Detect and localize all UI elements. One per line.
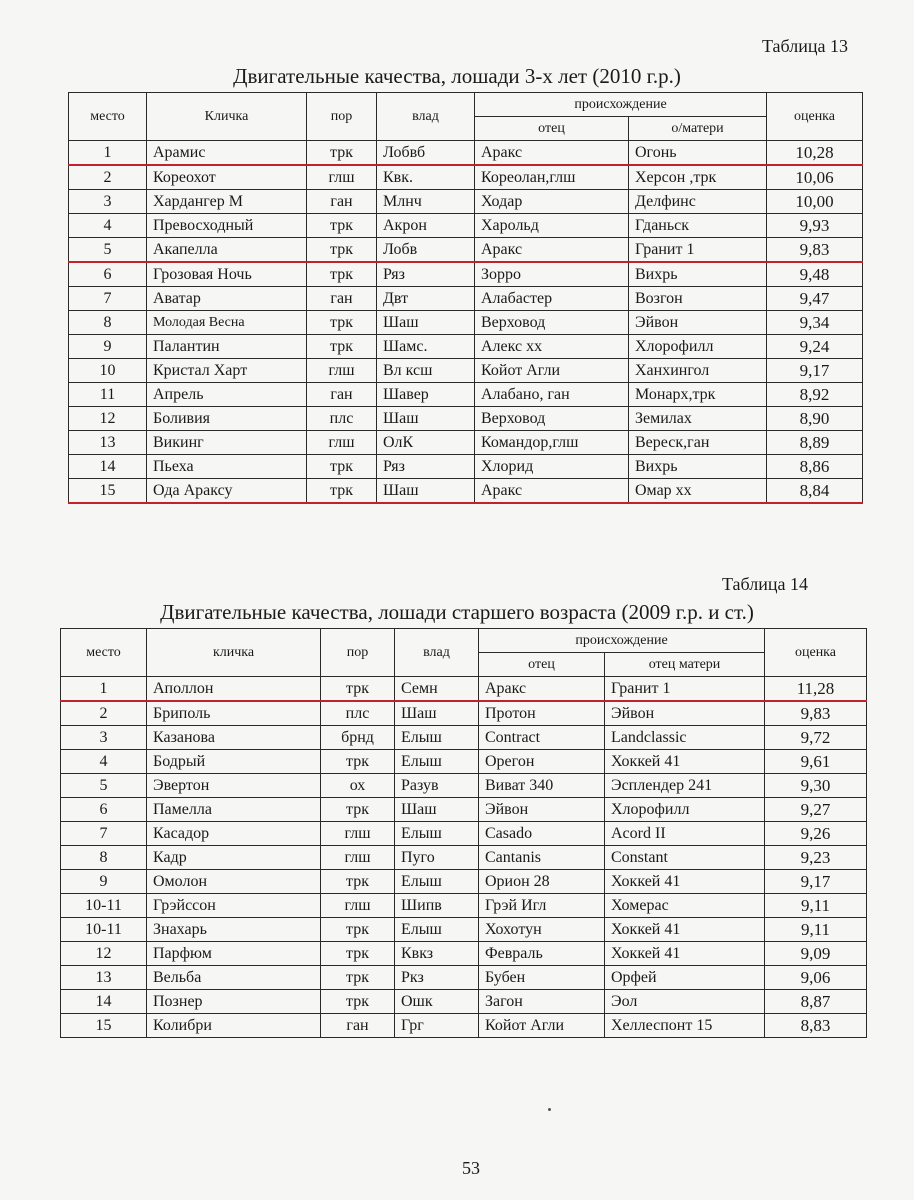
table-14-label: Таблица 14 bbox=[722, 574, 808, 594]
dam-cell: Херсон ,трк bbox=[629, 165, 767, 190]
table-13-title: Двигательные качества, лошади 3-х лет (2010 г.р.) bbox=[233, 64, 681, 88]
name-cell: Кадр bbox=[147, 846, 321, 870]
sire-cell: Хохотун bbox=[479, 918, 605, 942]
table-row bbox=[69, 359, 863, 383]
place-cell: 7 bbox=[69, 287, 147, 311]
name-cell: Колибри bbox=[147, 1014, 321, 1038]
name-cell: Касадор bbox=[147, 822, 321, 846]
breed-cell: глш bbox=[307, 165, 377, 190]
owner-cell: Шаш bbox=[377, 479, 475, 504]
dam-cell: Хеллеспонт 15 bbox=[605, 1014, 765, 1038]
place-cell: 9 bbox=[69, 335, 147, 359]
place-cell: 3 bbox=[69, 190, 147, 214]
sire-cell: Февраль bbox=[479, 942, 605, 966]
breed-cell: трк bbox=[321, 750, 395, 774]
name-cell: Палантин bbox=[147, 335, 307, 359]
dam-cell: Эйвон bbox=[605, 701, 765, 726]
name-cell: Омолон bbox=[147, 870, 321, 894]
table-row bbox=[69, 190, 863, 214]
breed-cell: трк bbox=[307, 141, 377, 166]
dam-cell: Орфей bbox=[605, 966, 765, 990]
table-row bbox=[69, 238, 863, 263]
place-cell: 12 bbox=[61, 942, 147, 966]
place-cell: 7 bbox=[61, 822, 147, 846]
score-cell: 9,83 bbox=[767, 238, 863, 263]
dam-cell: Хлорофилл bbox=[629, 335, 767, 359]
name-cell: Познер bbox=[147, 990, 321, 1014]
sire-cell: Грэй Игл bbox=[479, 894, 605, 918]
sire-cell: Cantanis bbox=[479, 846, 605, 870]
owner-cell: Шаш bbox=[377, 311, 475, 335]
sire-cell: Аракс bbox=[479, 677, 605, 702]
sire-cell: Койот Агли bbox=[475, 359, 629, 383]
place-cell: 15 bbox=[61, 1014, 147, 1038]
breed-cell: трк bbox=[307, 335, 377, 359]
sire-cell: Кореолан,глш bbox=[475, 165, 629, 190]
owner-cell: Лобвб bbox=[377, 141, 475, 166]
place-cell: 2 bbox=[61, 701, 147, 726]
table-row bbox=[69, 407, 863, 431]
breed-cell: плс bbox=[307, 407, 377, 431]
sire-cell: Алекс хх bbox=[475, 335, 629, 359]
breed-cell: трк bbox=[307, 214, 377, 238]
table-row bbox=[61, 966, 867, 990]
sire-cell: Протон bbox=[479, 701, 605, 726]
table-row bbox=[69, 431, 863, 455]
dam-cell: Гданьск bbox=[629, 214, 767, 238]
place-cell: 10 bbox=[69, 359, 147, 383]
sire-cell: Орегон bbox=[479, 750, 605, 774]
owner-cell: Ркз bbox=[395, 966, 479, 990]
table-row bbox=[61, 750, 867, 774]
sire-cell: Верховод bbox=[475, 311, 629, 335]
breed-cell: ган bbox=[307, 190, 377, 214]
breed-cell: трк bbox=[321, 966, 395, 990]
table-row bbox=[61, 726, 867, 750]
breed-cell: трк bbox=[307, 238, 377, 263]
score-cell: 8,87 bbox=[765, 990, 867, 1014]
header-dam: отец матери bbox=[605, 653, 765, 677]
table-row bbox=[61, 774, 867, 798]
table-row bbox=[61, 701, 867, 726]
sire-cell: Виват 340 bbox=[479, 774, 605, 798]
header-score: оценка bbox=[765, 629, 867, 677]
owner-cell: Грг bbox=[395, 1014, 479, 1038]
header-breed: пор bbox=[307, 93, 377, 141]
owner-cell: Шаш bbox=[377, 407, 475, 431]
owner-cell: Квкз bbox=[395, 942, 479, 966]
name-cell: Парфюм bbox=[147, 942, 321, 966]
name-cell: Хардангер М bbox=[147, 190, 307, 214]
header-owner: влад bbox=[395, 629, 479, 677]
header-owner: влад bbox=[377, 93, 475, 141]
breed-cell: ох bbox=[321, 774, 395, 798]
owner-cell: Шавер bbox=[377, 383, 475, 407]
owner-cell: Елыш bbox=[395, 726, 479, 750]
table-row bbox=[61, 798, 867, 822]
sire-cell: Аракс bbox=[475, 479, 629, 504]
name-cell: Пьеха bbox=[147, 455, 307, 479]
place-cell: 1 bbox=[61, 677, 147, 702]
dam-cell: Хоккей 41 bbox=[605, 750, 765, 774]
sire-cell: Аракс bbox=[475, 141, 629, 166]
dam-cell: Хоккей 41 bbox=[605, 942, 765, 966]
table-row bbox=[69, 383, 863, 407]
name-cell: Бодрый bbox=[147, 750, 321, 774]
place-cell: 4 bbox=[69, 214, 147, 238]
name-cell: Арамис bbox=[147, 141, 307, 166]
owner-cell: Двт bbox=[377, 287, 475, 311]
score-cell: 9,24 bbox=[767, 335, 863, 359]
place-cell: 1 bbox=[69, 141, 147, 166]
breed-cell: трк bbox=[321, 870, 395, 894]
dam-cell: Эйвон bbox=[629, 311, 767, 335]
owner-cell: Шаш bbox=[395, 701, 479, 726]
sire-cell: Бубен bbox=[479, 966, 605, 990]
breed-cell: трк bbox=[307, 479, 377, 504]
table-row bbox=[69, 455, 863, 479]
table-row bbox=[61, 677, 867, 702]
breed-cell: трк bbox=[321, 918, 395, 942]
place-cell: 14 bbox=[69, 455, 147, 479]
breed-cell: ган bbox=[321, 1014, 395, 1038]
paper-speck bbox=[548, 1108, 551, 1111]
score-cell: 8,84 bbox=[767, 479, 863, 504]
table-row bbox=[69, 262, 863, 287]
table-row bbox=[69, 141, 863, 166]
owner-cell: Шипв bbox=[395, 894, 479, 918]
sire-cell: Загон bbox=[479, 990, 605, 1014]
dam-cell: Хлорофилл bbox=[605, 798, 765, 822]
name-cell: Знахарь bbox=[147, 918, 321, 942]
owner-cell: Елыш bbox=[395, 870, 479, 894]
breed-cell: трк bbox=[321, 798, 395, 822]
score-cell: 9,61 bbox=[765, 750, 867, 774]
dam-cell: Монарх,трк bbox=[629, 383, 767, 407]
score-cell: 9,11 bbox=[765, 918, 867, 942]
table-row bbox=[69, 335, 863, 359]
table-row bbox=[69, 165, 863, 190]
sire-cell: Аракс bbox=[475, 238, 629, 263]
name-cell: Викинг bbox=[147, 431, 307, 455]
owner-cell: ОлК bbox=[377, 431, 475, 455]
place-cell: 5 bbox=[61, 774, 147, 798]
name-cell: Грэйссон bbox=[147, 894, 321, 918]
name-cell: Кристал Харт bbox=[147, 359, 307, 383]
breed-cell: ган bbox=[307, 383, 377, 407]
table-row bbox=[61, 1014, 867, 1038]
owner-cell: Елыш bbox=[395, 918, 479, 942]
breed-cell: брнд bbox=[321, 726, 395, 750]
name-cell: Акапелла bbox=[147, 238, 307, 263]
table-row bbox=[61, 894, 867, 918]
score-cell: 9,06 bbox=[765, 966, 867, 990]
owner-cell: Разув bbox=[395, 774, 479, 798]
table-13-label: Таблица 13 bbox=[762, 36, 848, 56]
table-row bbox=[69, 287, 863, 311]
breed-cell: трк bbox=[307, 262, 377, 287]
place-cell: 8 bbox=[69, 311, 147, 335]
owner-cell: Шаш bbox=[395, 798, 479, 822]
place-cell: 3 bbox=[61, 726, 147, 750]
owner-cell: Елыш bbox=[395, 750, 479, 774]
score-cell: 8,89 bbox=[767, 431, 863, 455]
name-cell: Бриполь bbox=[147, 701, 321, 726]
dam-cell: Гранит 1 bbox=[629, 238, 767, 263]
dam-cell: Хоккей 41 bbox=[605, 870, 765, 894]
name-cell: Апрель bbox=[147, 383, 307, 407]
breed-cell: глш bbox=[321, 846, 395, 870]
header-name: кличка bbox=[147, 629, 321, 677]
breed-cell: глш bbox=[321, 822, 395, 846]
sire-cell: Зорро bbox=[475, 262, 629, 287]
score-cell: 10,06 bbox=[767, 165, 863, 190]
score-cell: 9,93 bbox=[767, 214, 863, 238]
name-cell: Эвертон bbox=[147, 774, 321, 798]
score-cell: 9,34 bbox=[767, 311, 863, 335]
score-cell: 9,17 bbox=[767, 359, 863, 383]
sire-cell: Ходар bbox=[475, 190, 629, 214]
table-13 bbox=[68, 92, 863, 504]
owner-cell: Лобв bbox=[377, 238, 475, 263]
owner-cell: Ряз bbox=[377, 455, 475, 479]
dam-cell: Огонь bbox=[629, 141, 767, 166]
dam-cell: Constant bbox=[605, 846, 765, 870]
owner-cell: Млнч bbox=[377, 190, 475, 214]
table-row bbox=[61, 942, 867, 966]
header-dam: о/матери bbox=[629, 117, 767, 141]
name-cell: Превосходный bbox=[147, 214, 307, 238]
owner-cell: Вл ксш bbox=[377, 359, 475, 383]
place-cell: 11 bbox=[69, 383, 147, 407]
place-cell: 14 bbox=[61, 990, 147, 1014]
name-cell: Кореохот bbox=[147, 165, 307, 190]
dam-cell: Омар хх bbox=[629, 479, 767, 504]
name-cell: Молодая Весна bbox=[147, 311, 307, 335]
place-cell: 9 bbox=[61, 870, 147, 894]
owner-cell: Акрон bbox=[377, 214, 475, 238]
dam-cell: Земилах bbox=[629, 407, 767, 431]
header-breed: пор bbox=[321, 629, 395, 677]
table-14 bbox=[60, 628, 867, 1038]
score-cell: 9,30 bbox=[765, 774, 867, 798]
score-cell: 9,83 bbox=[765, 701, 867, 726]
place-cell: 8 bbox=[61, 846, 147, 870]
header-name: Кличка bbox=[147, 93, 307, 141]
score-cell: 9,23 bbox=[765, 846, 867, 870]
sire-cell: Эйвон bbox=[479, 798, 605, 822]
score-cell: 10,28 bbox=[767, 141, 863, 166]
score-cell: 9,11 bbox=[765, 894, 867, 918]
place-cell: 13 bbox=[69, 431, 147, 455]
owner-cell: Квк. bbox=[377, 165, 475, 190]
place-cell: 13 bbox=[61, 966, 147, 990]
sire-cell: Харольд bbox=[475, 214, 629, 238]
name-cell: Вельба bbox=[147, 966, 321, 990]
sire-cell: Хлорид bbox=[475, 455, 629, 479]
table-row bbox=[61, 846, 867, 870]
table-row bbox=[69, 311, 863, 335]
score-cell: 11,28 bbox=[765, 677, 867, 702]
table-row bbox=[69, 214, 863, 238]
owner-cell: Ошк bbox=[395, 990, 479, 1014]
dam-cell: Эсплендер 241 bbox=[605, 774, 765, 798]
header-sire: отец bbox=[479, 653, 605, 677]
sire-cell: Верховод bbox=[475, 407, 629, 431]
score-cell: 9,27 bbox=[765, 798, 867, 822]
score-cell: 9,48 bbox=[767, 262, 863, 287]
table-14-title: Двигательные качества, лошади старшего возраста (2009 г.р. и ст.) bbox=[160, 600, 754, 624]
place-cell: 12 bbox=[69, 407, 147, 431]
score-cell: 9,47 bbox=[767, 287, 863, 311]
name-cell: Аполлон bbox=[147, 677, 321, 702]
score-cell: 10,00 bbox=[767, 190, 863, 214]
breed-cell: трк bbox=[321, 677, 395, 702]
dam-cell: Хоккей 41 bbox=[605, 918, 765, 942]
score-cell: 9,17 bbox=[765, 870, 867, 894]
score-cell: 8,83 bbox=[765, 1014, 867, 1038]
dam-cell: Вереск,ган bbox=[629, 431, 767, 455]
sire-cell: Койот Агли bbox=[479, 1014, 605, 1038]
header-sire: отец bbox=[475, 117, 629, 141]
owner-cell: Ряз bbox=[377, 262, 475, 287]
place-cell: 6 bbox=[69, 262, 147, 287]
owner-cell: Пуго bbox=[395, 846, 479, 870]
name-cell: Ода Араксу bbox=[147, 479, 307, 504]
owner-cell: Шамс. bbox=[377, 335, 475, 359]
name-cell: Аватар bbox=[147, 287, 307, 311]
place-cell: 15 bbox=[69, 479, 147, 504]
sire-cell: Орион 28 bbox=[479, 870, 605, 894]
header-origin: происхождение bbox=[475, 93, 767, 117]
dam-cell: Гранит 1 bbox=[605, 677, 765, 702]
header-place: место bbox=[61, 629, 147, 677]
owner-cell: Семн bbox=[395, 677, 479, 702]
owner-cell: Елыш bbox=[395, 822, 479, 846]
dam-cell: Делфинс bbox=[629, 190, 767, 214]
score-cell: 9,09 bbox=[765, 942, 867, 966]
name-cell: Грозовая Ночь bbox=[147, 262, 307, 287]
breed-cell: трк bbox=[307, 311, 377, 335]
name-cell: Памелла bbox=[147, 798, 321, 822]
sire-cell: Contract bbox=[479, 726, 605, 750]
dam-cell: Вихрь bbox=[629, 455, 767, 479]
breed-cell: трк bbox=[321, 990, 395, 1014]
score-cell: 8,92 bbox=[767, 383, 863, 407]
place-cell: 10-11 bbox=[61, 894, 147, 918]
header-origin: происхождение bbox=[479, 629, 765, 653]
breed-cell: трк bbox=[307, 455, 377, 479]
table-row bbox=[61, 822, 867, 846]
dam-cell: Хомерас bbox=[605, 894, 765, 918]
page-number: 53 bbox=[462, 1158, 480, 1178]
score-cell: 8,90 bbox=[767, 407, 863, 431]
name-cell: Боливия bbox=[147, 407, 307, 431]
sire-cell: Алабастер bbox=[475, 287, 629, 311]
breed-cell: ган bbox=[307, 287, 377, 311]
sire-cell: Командор,глш bbox=[475, 431, 629, 455]
breed-cell: плс bbox=[321, 701, 395, 726]
place-cell: 4 bbox=[61, 750, 147, 774]
dam-cell: Вихрь bbox=[629, 262, 767, 287]
breed-cell: глш bbox=[307, 359, 377, 383]
dam-cell: Эол bbox=[605, 990, 765, 1014]
name-cell: Казанова bbox=[147, 726, 321, 750]
breed-cell: глш bbox=[321, 894, 395, 918]
sire-cell: Casado bbox=[479, 822, 605, 846]
dam-cell: Возгон bbox=[629, 287, 767, 311]
score-cell: 9,72 bbox=[765, 726, 867, 750]
place-cell: 5 bbox=[69, 238, 147, 263]
table-row bbox=[61, 990, 867, 1014]
table-row bbox=[61, 870, 867, 894]
place-cell: 2 bbox=[69, 165, 147, 190]
dam-cell: Ханхингол bbox=[629, 359, 767, 383]
header-place: место bbox=[69, 93, 147, 141]
table-row bbox=[69, 479, 863, 504]
dam-cell: Landclassic bbox=[605, 726, 765, 750]
breed-cell: трк bbox=[321, 942, 395, 966]
sire-cell: Алабано, ган bbox=[475, 383, 629, 407]
score-cell: 9,26 bbox=[765, 822, 867, 846]
breed-cell: глш bbox=[307, 431, 377, 455]
dam-cell: Acord II bbox=[605, 822, 765, 846]
header-score: оценка bbox=[767, 93, 863, 141]
place-cell: 6 bbox=[61, 798, 147, 822]
table-row bbox=[61, 918, 867, 942]
score-cell: 8,86 bbox=[767, 455, 863, 479]
place-cell: 10-11 bbox=[61, 918, 147, 942]
